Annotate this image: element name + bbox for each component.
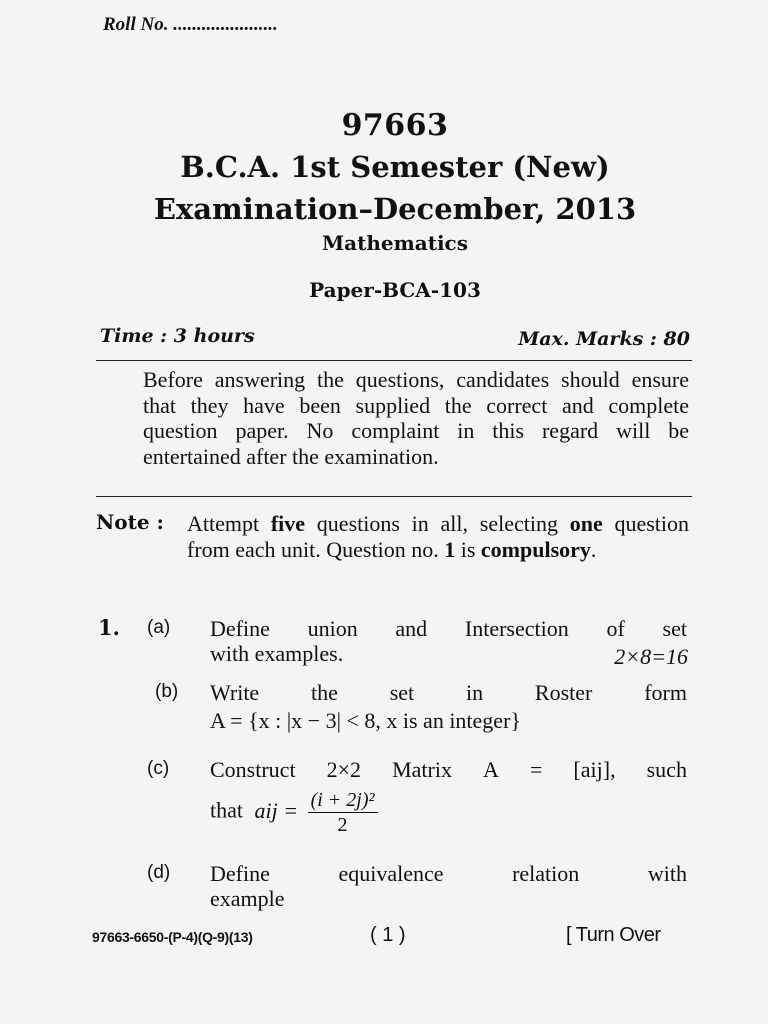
word: such [646, 757, 687, 782]
word: in [465, 680, 484, 705]
fraction-denominator: 2 [337, 814, 348, 836]
question-number: 1. [98, 615, 120, 640]
part-c-formula [210, 788, 378, 837]
subject-title: Mathematics [322, 231, 468, 255]
note-text: Attempt five questions in all, selecting one question from each unit. Question no. 1 is compulsory. [187, 511, 689, 562]
word: Write [210, 680, 260, 705]
part-c-that: that [210, 797, 243, 823]
time-allowed: Time : 3 hours [100, 325, 255, 347]
exam-title: Examination–December, 2013 [153, 192, 637, 226]
part-d-label: (d) [147, 862, 171, 883]
part-a-line1 [210, 616, 687, 641]
paper-id: Paper-BCA-103 [309, 278, 481, 302]
divider-bottom [96, 496, 692, 497]
footer-code: 97663-6650-(P-4)(Q-9)(13) [92, 929, 253, 945]
part-d-line2: example [210, 886, 285, 911]
word: form [644, 680, 687, 705]
part-c-lhs: aij = [254, 797, 299, 823]
word: and [395, 616, 428, 641]
course-title: B.C.A. 1st Semester (New) [180, 150, 610, 184]
part-b-label: (b) [155, 681, 179, 702]
word: equivalence [338, 861, 444, 886]
word: [aij], [573, 757, 616, 782]
part-d-line1 [210, 861, 687, 886]
word: of [606, 616, 625, 641]
marks-allocation: 2×8=16 [614, 644, 688, 669]
word: = [529, 757, 543, 782]
part-c-label: (c) [147, 758, 170, 779]
word: Define [210, 616, 270, 641]
fraction [308, 788, 378, 837]
word: Matrix [392, 757, 452, 782]
max-marks: Max. Marks : 80 [518, 328, 690, 350]
page-number: ( 1 ) [370, 924, 406, 946]
divider-top [96, 360, 692, 361]
word: relation [512, 861, 580, 886]
word: set [662, 616, 687, 641]
roll-number-line: Roll No. ...................... [103, 14, 278, 35]
note-label: Note : [96, 510, 164, 534]
part-a-label: (a) [147, 617, 171, 638]
word: A [483, 757, 499, 782]
word: Roster [534, 680, 593, 705]
part-a-line2: with examples. [210, 641, 344, 666]
word: the [311, 680, 338, 705]
part-b-line1 [210, 680, 687, 705]
word: 2×2 [326, 757, 362, 782]
paper-code: 97663 [341, 108, 449, 143]
word: with [647, 861, 687, 886]
word: Construct [210, 757, 296, 782]
fraction-numerator: (i + 2j)² [308, 788, 378, 813]
word: Define [210, 861, 270, 886]
word: union [307, 616, 358, 641]
part-b-set-notation: A = {x : |x − 3| < 8, x is an integer} [210, 708, 521, 733]
word: set [389, 680, 415, 705]
turn-over-label: [ Turn Over [566, 924, 661, 946]
part-c-line1 [210, 757, 687, 782]
instructions-paragraph: Before answering the questions, candidates should ensure that they have been supplied the correct and complete question paper. No complaint in this regard will be entertained after the examination. [143, 367, 689, 469]
word: Intersection [464, 616, 569, 641]
